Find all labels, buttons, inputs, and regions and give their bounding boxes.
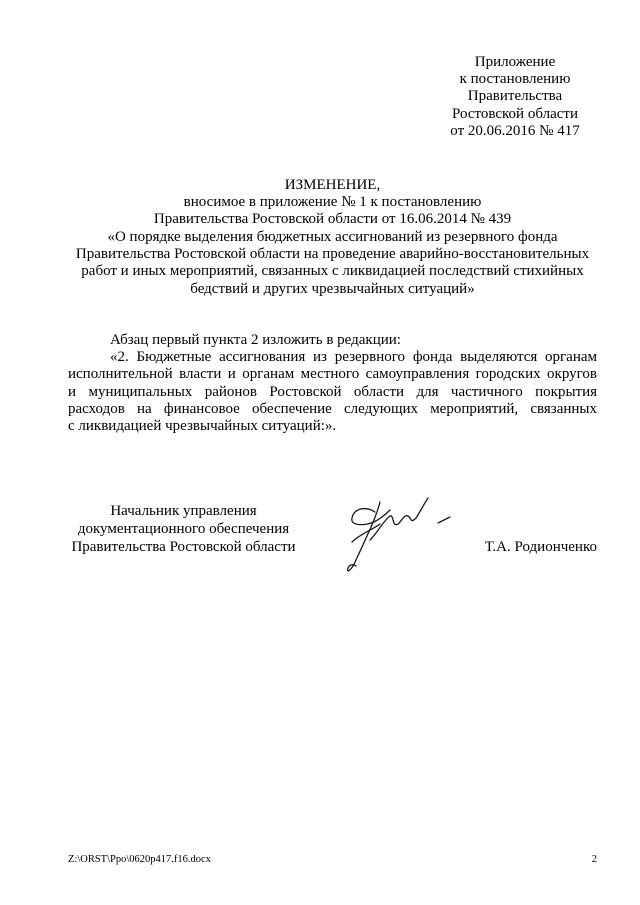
title-line: Правительства Ростовской области на проведение аварийно-восстановительных	[75, 245, 590, 262]
signatory-position-line: документационного обеспечения	[77, 520, 290, 537]
signature-image	[338, 494, 458, 576]
appendix-line: Правительства	[467, 88, 563, 105]
quote-line: и муниципальных районов Ростовской области для частичного покрытия	[68, 383, 597, 400]
signatory-position-line: Начальник управления	[110, 502, 257, 519]
page-number: 2	[591, 853, 597, 865]
signatory-position	[68, 502, 299, 556]
quote-line: исполнительной власти и органам местного самоуправления городских округов	[68, 366, 597, 383]
title-line: Правительства Ростовской области от 16.06.2014 № 439	[153, 211, 512, 228]
quote-line: с ликвидацией чрезвычайных ситуаций:».	[68, 418, 337, 435]
quote-line: расходов на финансовое обеспечение следующих мероприятий, связанных	[68, 400, 597, 417]
appendix-line: Приложение	[474, 53, 556, 70]
title-line: работ и иных мероприятий, связанных с ликвидацией последствий стихийных	[81, 263, 584, 280]
title-heading: ИЗМЕНЕНИЕ,	[284, 176, 381, 193]
signatory-name: Т.А. Родионченко	[484, 538, 597, 555]
appendix-line: к постановлению	[459, 70, 571, 87]
title-line: вносимое в приложение № 1 к постановлению	[183, 193, 482, 210]
body-text	[68, 332, 597, 436]
title-line: «О порядке выделения бюджетных ассигнований из резервного фонда	[107, 228, 558, 245]
footer-file-path: Z:\ORST\Ppo\0620p417.f16.docx	[68, 853, 211, 865]
document-title	[68, 177, 597, 298]
intro-paragraph: Абзац первый пункта 2 изложить в редакции:	[110, 331, 401, 348]
quote-line: «2. Бюджетные ассигнования из резервного фонда выделяются органам	[110, 348, 597, 365]
title-line: бедствий и других чрезвычайных ситуаций»	[190, 280, 475, 297]
appendix-line: Ростовской области	[452, 105, 578, 122]
signatory-position-line: Правительства Ростовской области	[71, 538, 296, 555]
appendix-header	[435, 54, 595, 141]
appendix-date-number: от 20.06.2016 № 417	[450, 122, 580, 139]
